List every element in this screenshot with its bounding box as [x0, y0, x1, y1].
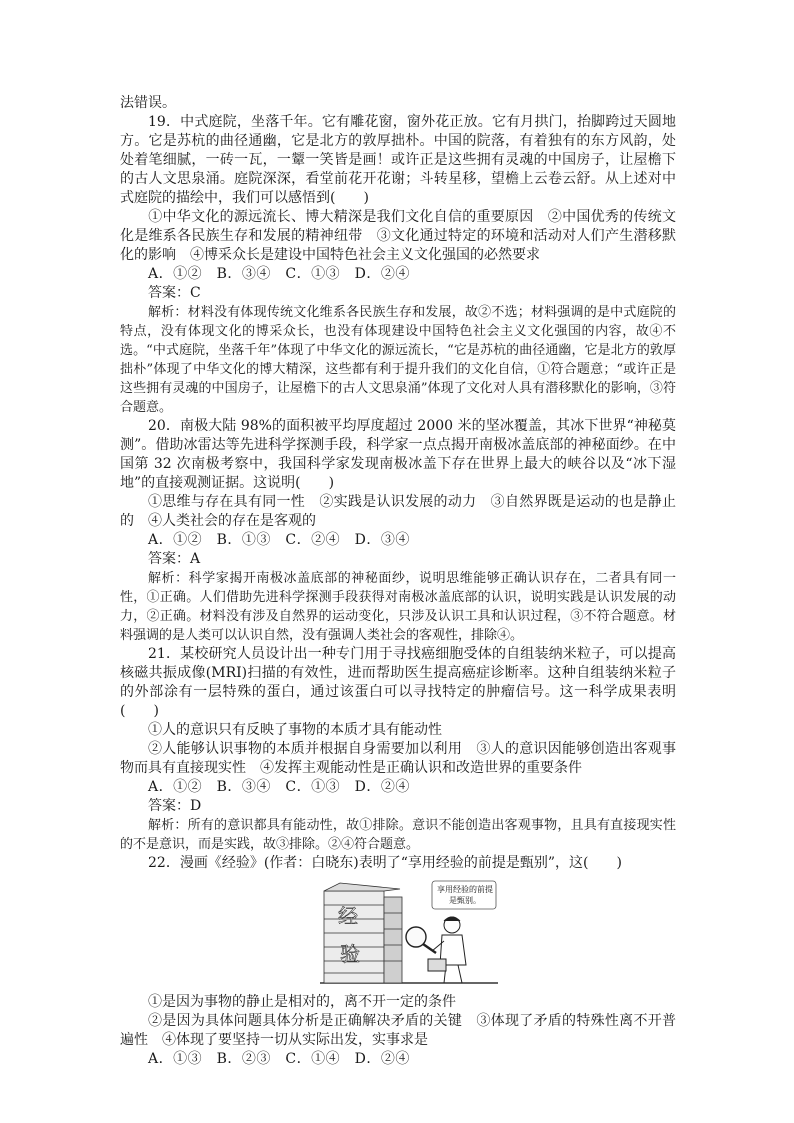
question-19-stem: 19．中式庭院，坐落千年。它有雕花窗，窗外花正放。它有月拱门，抬脚跨过天圆地方。它是苏杭的曲径通幽，它是北方的敦厚拙朴。中国的院落，有着独有的东方风韵，处处着笔细腻，一砖一瓦，一颦一笑皆是画！或许正是这些拥有灵魂的中国房子，让屋檐下的古人文思泉涌。庭院深深，看堂前花开花谢；斗转星移，望檐上云卷云舒。从上述对中式庭院的描绘中，我们可以感悟到( ) [120, 114, 676, 206]
question-21-choices: A．①② B．③④ C．①③ D．②④ [148, 779, 410, 795]
question-20-answer: 答案：A [148, 551, 201, 567]
book-stack [324, 883, 402, 983]
question-20-options: ①思维与存在具有同一性 ②实践是认识发展的动力 ③自然界既是运动的也是静止的 ④人类社会的存在是客观的 [120, 494, 676, 529]
question-21-option-2: ②人能够认识事物的本质并根据自身需要加以利用 ③人的意识因能够创造出客观事物而具有直接现实性 ④发挥主观能动性是正确认识和改造世界的重要条件 [120, 741, 676, 776]
question-21-explanation: 解析：所有的意识都具有能动性，故①排除。意识不能创造出客观事物，且具有直接现实性的不是意识，而是实践，故③排除。②④符合题意。 [120, 818, 676, 852]
person-figure [428, 917, 466, 983]
content-column [120, 94, 676, 1069]
top-fragment: 法错误。 [120, 95, 176, 111]
question-20-explanation: 解析：科学家揭开南极冰盖底部的神秘面纱，说明思维能够正确认识存在，二者具有同一性，①正确。人们借助先进科学探测手段获得对南极冰盖底部的认识，说明实践是认识发展的动力，②正确。材料没有涉及自然界的运动变化，只涉及认识工具和认识过程，③不符合题意。材料强调的是人类可以认识自然，没有强调人类社会的客观性，排除④。 [120, 571, 676, 643]
question-21-option-1: ①人的意识只有反映了事物的本质才具有能动性 [148, 722, 442, 738]
book-char-1: 经 [338, 904, 358, 928]
cartoon-caption: 享用经验的前提是甄别。 [437, 885, 493, 905]
question-22-choices: A．①③ B．②③ C．①④ D．②④ [148, 1051, 410, 1067]
question-19-options: ①中华文化的源远流长、博大精深是我们文化自信的重要原因 ②中国优秀的传统文化是维系各民族生存和发展的精神纽带 ③文化通过特定的环境和活动对人们产生潜移默化的影响 ④博采众长是建设中国特色社会主义文化强国的必然要求 [120, 209, 676, 263]
question-21-answer: 答案：D [148, 798, 202, 814]
cartoon-experience [320, 879, 498, 989]
question-20-choices: A．①② B．①③ C．②④ D．③④ [148, 532, 410, 548]
question-22-stem: 22．漫画《经验》(作者：白晓东)表明了“享用经验的前提是甄别”，这( ) [148, 855, 622, 871]
question-22-option-2: ②是因为具体问题具体分析是正确解决矛盾的关键 ③体现了矛盾的特殊性离不开普遍性 ④体现了要坚持一切从实际出发，实事求是 [120, 1013, 676, 1048]
question-22-option-1: ①是因为事物的静止是相对的，离不开一定的条件 [148, 994, 456, 1010]
question-19-choices: A．①② B．③④ C．①③ D．②④ [148, 266, 410, 282]
question-19-answer: 答案：C [148, 285, 201, 301]
question-19-explanation: 解析：材料没有体现传统文化维系各民族生存和发展，故②不选；材料强调的是中式庭院的特点，没有体现文化的博采众长，也没有体现建设中国特色社会主义文化强国的内容，故④不选。“中式庭院，坐落千年”体现了中华文化的源远流长，“它是苏杭的曲径通幽，它是北方的敦厚拙朴”体现了中华文化的博大精深，这些都有利于提升我们的文化自信，①符合题意；“或许正是这些拥有灵魂的中国房子，让屋檐下的古人文思泉涌”体现了文化对人具有潜移默化的影响，③符合题意。 [120, 305, 676, 415]
question-21-stem: 21．某校研究人员设计出一种专门用于寻找癌细胞受体的自组装纳米粒子，可以提高核磁共振成像(MRI)扫描的有效性，进而帮助医生提高癌症诊断率。这种自组装纳米粒子的外部涂有一层特殊的蛋白，通过该蛋白可以寻找特定的肿瘤信号。这一科学成果表明( ) [120, 646, 676, 719]
magnifier-icon [406, 927, 436, 953]
question-20-stem: 20．南极大陆 98%的面积被平均厚度超过 2000 米的坚冰覆盖，其冰下世界“神秘莫测”。借助冰雷达等先进科学探测手段，科学家一点点揭开南极冰盖底部的神秘面纱。在中国第 32 次南极考察中，我国科学家发现南极冰盖下存在世界上最大的峡谷以及“冰下湿地”的直接观测证据。这说明( ) [120, 418, 676, 491]
book-char-2: 验 [340, 942, 360, 966]
